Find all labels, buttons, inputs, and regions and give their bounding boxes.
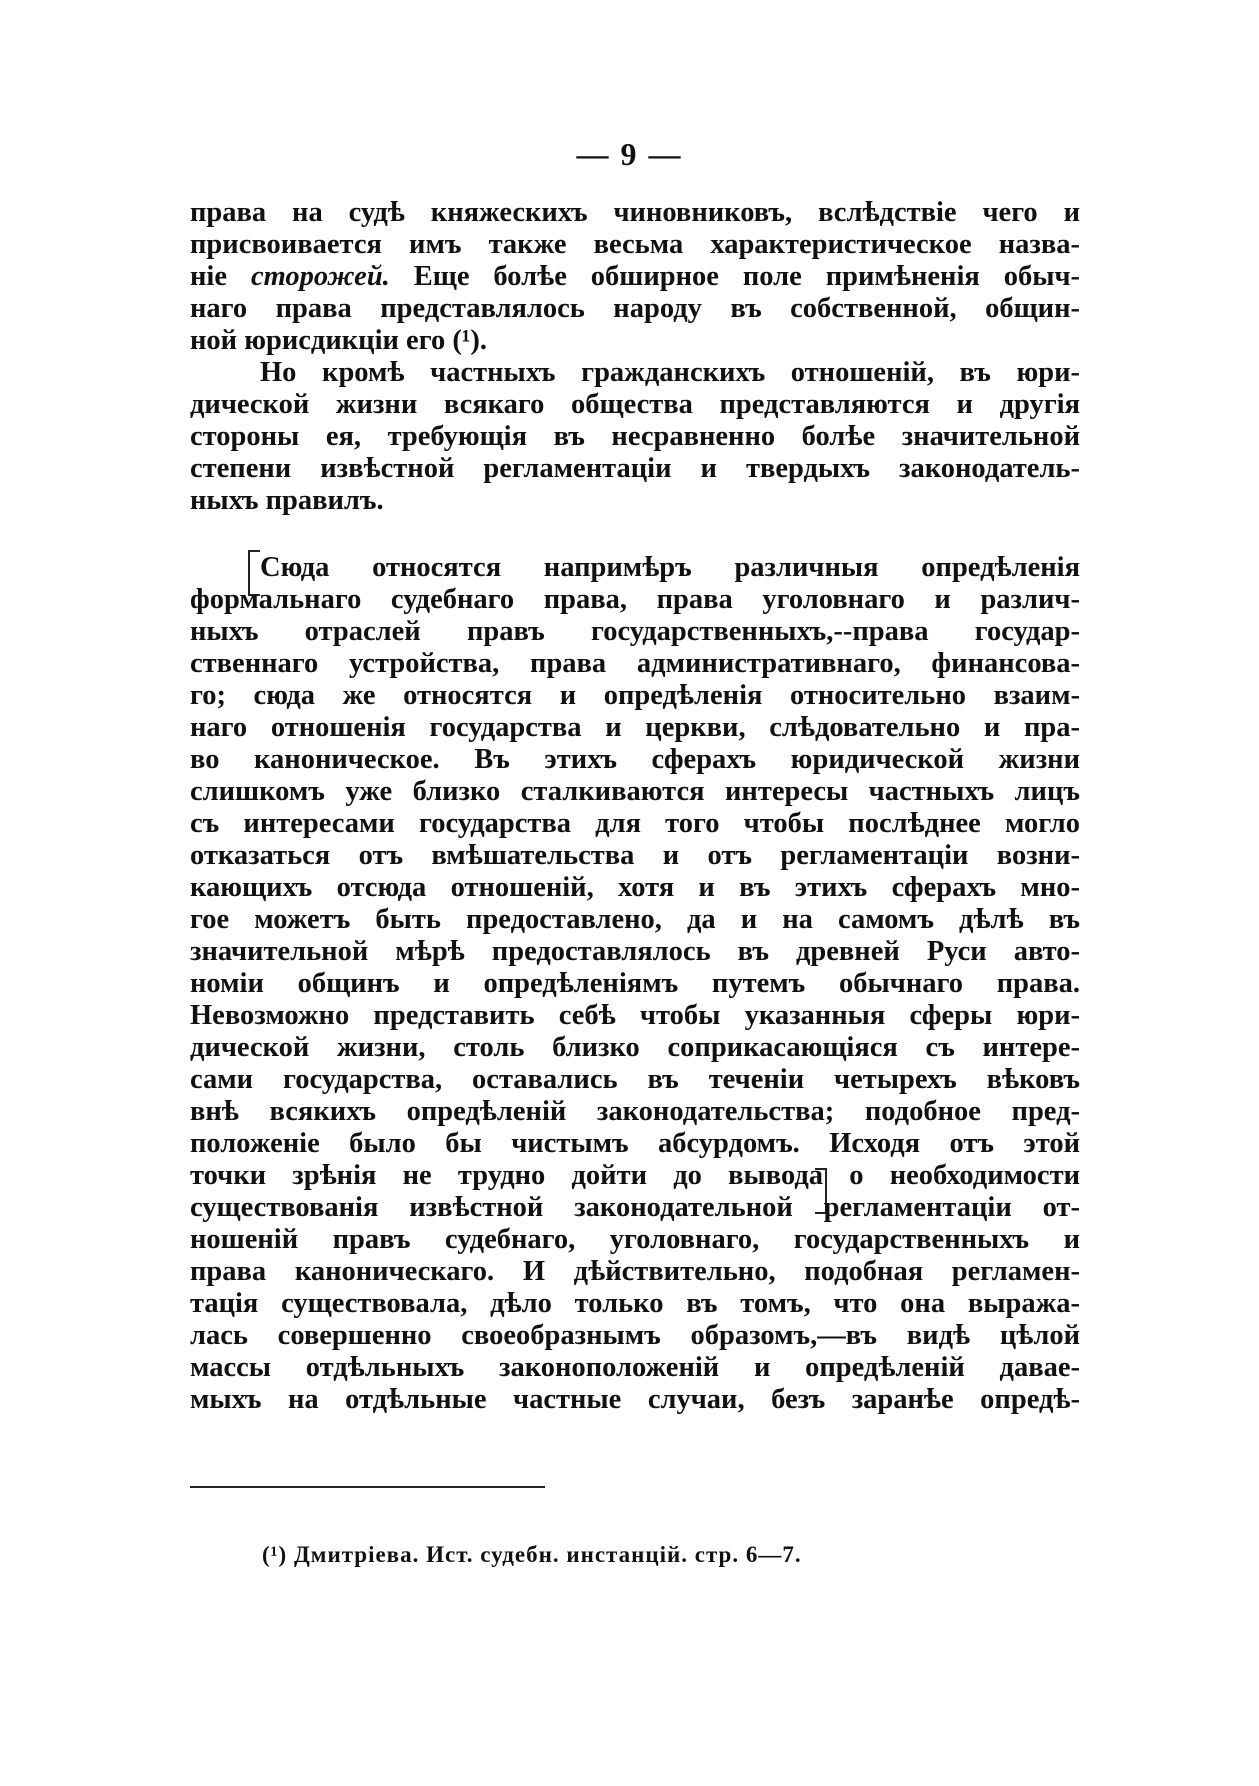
text-line <box>190 260 1080 294</box>
text-line: присвоивается имъ также весьма характеристическое назва- <box>190 229 1080 260</box>
text-line: Невозможно представить себѣ чтобы указанныя сферы юри- <box>190 1000 1080 1031</box>
text-line: наго отношенія государства и церкви, слѣдовательно и пра- <box>190 712 1080 743</box>
text-line: ственнаго устройства, права административнаго, финансова- <box>190 648 1080 679</box>
footnote-divider <box>190 1486 545 1488</box>
text-line: лась совершенно своеобразнымъ образомъ,—въ видѣ цѣлой <box>190 1320 1080 1351</box>
text-line: ныхъ правилъ. <box>190 485 384 516</box>
text-line: мыхъ на отдѣльные частные случаи, безъ заранѣе опредѣ- <box>190 1384 1080 1415</box>
page-number: — 9 — <box>576 136 683 172</box>
text-line: кающихъ отсюда отношеній, хотя и въ этихъ сферахъ мно- <box>190 872 1080 903</box>
text-line: слишкомъ уже близко сталкиваются интересы частныхъ лицъ <box>190 776 1080 807</box>
text-line: существованія извѣстной законодательной регламентаціи от- <box>190 1192 1080 1223</box>
text-line: ной юрисдикціи его (¹). <box>190 325 487 356</box>
text-line: съ интересами государства для того чтобы послѣднее могло <box>190 808 1080 839</box>
text-line: во каноническое. Въ этихъ сферахъ юридической жизни <box>190 744 1080 775</box>
text-line: дической жизни, столь близко соприкасающіяся съ интере- <box>190 1032 1080 1063</box>
text-line: отказаться отъ вмѣшательства и отъ регламентаціи возни- <box>190 840 1080 871</box>
text-line: значительной мѣрѣ предоставлялось въ древней Руси авто- <box>190 936 1080 967</box>
text-span: Еще болѣе обширное поле примѣненія обыч- <box>413 261 1081 292</box>
text-line: ныхъ отраслей правъ государственныхъ,--права государ- <box>190 616 1080 647</box>
text-line: Но кромѣ частныхъ гражданскихъ отношеній, въ юри- <box>260 357 1080 388</box>
text-line: стороны ея, требующія въ несравненно болѣе значительной <box>190 421 1080 452</box>
text-line: номіи общинъ и опредѣленіямъ путемъ обычнаго права. <box>190 968 1080 999</box>
text-line: сами государства, оставались въ теченіи четырехъ вѣковъ <box>190 1064 1080 1095</box>
text-line: массы отдѣльныхъ законоположеній и опредѣленій давае- <box>190 1352 1080 1383</box>
text-line: точки зрѣнія не трудно дойти до вывода о необходимости <box>190 1160 1080 1191</box>
text-line: Сюда относятся напримѣръ различныя опредѣленія <box>260 552 1080 583</box>
footnote: (¹) Дмитріева. Ист. судебн. инстанцій. стр. 6—7. <box>262 1542 802 1567</box>
text-line: го; сюда же относятся и опредѣленія относительно взаим- <box>190 680 1080 711</box>
italic-term: сторожей. <box>250 261 390 292</box>
text-line: гое можетъ быть предоставлено, да и на самомъ дѣлѣ въ <box>190 904 1080 935</box>
text-line: ношеній правъ судебнаго, уголовнаго, государственныхъ и <box>190 1224 1080 1255</box>
text-line: внѣ всякихъ опредѣленій законодательства; подобное пред- <box>190 1096 1080 1127</box>
text-line: права на судѣ княжескихъ чиновниковъ, вслѣдствіе чего и <box>190 197 1080 228</box>
text-line: степени извѣстной регламентаціи и твердыхъ законодатель- <box>190 453 1080 484</box>
text-line: наго права представлялось народу въ собственной, общин- <box>190 293 1080 324</box>
text-line: тація существовала, дѣло только въ томъ, что она выража- <box>190 1288 1080 1319</box>
text-line: положеніе было бы чистымъ абсурдомъ. Исходя отъ этой <box>190 1128 1080 1159</box>
text-line: права каноническаго. И дѣйствительно, подобная регламен- <box>190 1256 1080 1287</box>
text-line: дической жизни всякаго общества представляются и другія <box>190 389 1080 420</box>
text-line: формальнаго судебнаго права, права уголовнаго и различ- <box>190 584 1080 615</box>
text-span: ніе <box>190 261 227 292</box>
